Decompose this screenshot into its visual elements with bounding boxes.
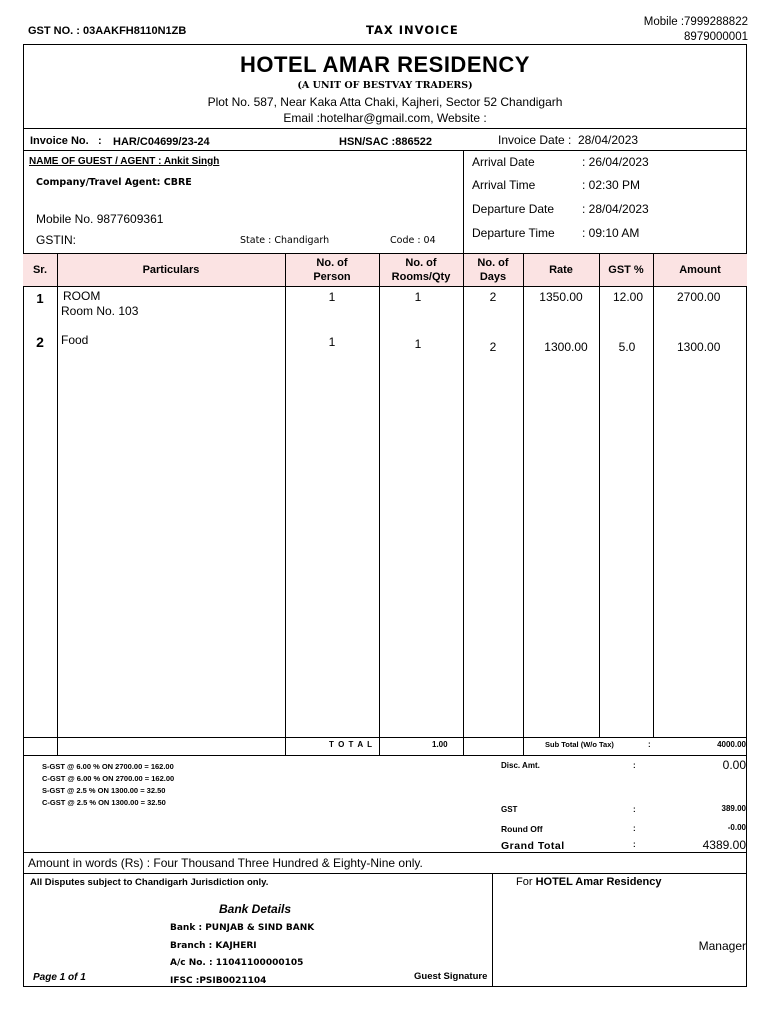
guest-state: State : Chandigarh (240, 235, 330, 246)
bank-account: A/c No. : 11041100000105 (170, 958, 304, 968)
header-rate: Rate (549, 263, 573, 276)
row1-sr: 1 (36, 291, 44, 306)
header-particulars: Particulars (142, 263, 200, 276)
subtotal-colon: : (648, 740, 651, 749)
tax-line: C-GST @ 2.5 % ON 1300.00 = 32.50 (42, 798, 166, 807)
row1-particular-sub: Room No. 103 (61, 304, 139, 318)
arrival-time-label: Arrival Time (472, 178, 536, 192)
round-off-label: Round Off (501, 824, 543, 834)
gst-value: 389.00 (721, 804, 746, 813)
header-rooms (379, 253, 463, 286)
header-rooms-line2: Rooms/Qty (391, 270, 451, 283)
header-persons-line2: Person (313, 270, 351, 283)
subtotal-value: 4000.00 (717, 740, 746, 749)
total-rooms: 1.00 (432, 740, 448, 749)
guest-gstin: GSTIN: (36, 233, 77, 247)
tax-breakdown (42, 761, 174, 809)
total-label: T O T A L (329, 740, 373, 749)
row2-gst: 5.0 (618, 340, 636, 354)
header-gst: GST % (608, 263, 644, 276)
amount-in-words: Amount in words (Rs) : Four Thousand Three Hundred & Eighty-Nine only. (28, 856, 423, 870)
discount-value: 0.00 (722, 758, 746, 772)
arrival-date-label: Arrival Date (472, 155, 535, 169)
invoice-number-label: Invoice No. (30, 135, 89, 147)
departure-date-label: Departure Date (472, 202, 555, 216)
guest-mobile: Mobile No. 9877609361 (36, 212, 164, 226)
gst-label: GST (501, 805, 518, 814)
hotel-address: Plot No. 587, Near Kaka Atta Chaki, Kajheri, Sector 52 Chandigarh (207, 95, 563, 109)
disputes-note: All Disputes subject to Chandigarh Jurisdiction only. (30, 877, 269, 888)
header-days (463, 253, 523, 286)
row2-persons: 1 (328, 335, 336, 349)
header-rooms-line1: No. of (405, 256, 437, 269)
gst-colon: : (633, 805, 636, 814)
grand-total-colon: : (633, 840, 636, 849)
row1-gst: 12.00 (612, 290, 644, 304)
hsn-sac-code: HSN/SAC :886522 (339, 136, 432, 148)
mobile-primary: Mobile :7999288822 (643, 16, 748, 28)
row2-sr: 2 (36, 334, 44, 350)
departure-time-label: Departure Time (472, 226, 555, 240)
hotel-email: Email :hotelhar@gmail.com, Website : (283, 111, 487, 125)
round-off-colon: : (633, 824, 636, 833)
document-type: TAX INVOICE (366, 23, 459, 37)
for-hotel (516, 876, 662, 888)
departure-date: : 28/04/2023 (582, 202, 649, 216)
row1-rooms: 1 (414, 290, 422, 304)
row2-amount: 1300.00 (677, 340, 721, 354)
invoice-date: 28/04/2023 (578, 133, 639, 147)
state-code: Code : 04 (390, 235, 436, 246)
row1-particular: ROOM (63, 289, 101, 303)
row1-rate: 1350.00 (539, 290, 583, 304)
tax-line: C-GST @ 6.00 % ON 2700.00 = 162.00 (42, 774, 175, 783)
tax-line: S-GST @ 6.00 % ON 2700.00 = 162.00 (42, 762, 174, 771)
invoice-number-colon: : (98, 135, 102, 147)
invoice-date-label: Invoice Date : (498, 133, 572, 147)
bank-branch: Branch : KAJHERI (170, 940, 257, 951)
row1-amount: 2700.00 (677, 290, 721, 304)
guest-name: NAME OF GUEST / AGENT : Ankit Singh (29, 156, 220, 167)
company-agent: Company/Travel Agent: CBRE (36, 177, 192, 188)
header-persons (285, 253, 379, 286)
grand-total-value: 4389.00 (702, 838, 746, 852)
arrival-date: : 26/04/2023 (582, 155, 649, 169)
header-days-line1: No. of (477, 256, 509, 269)
hotel-unit: (A UNIT OF BESTVAY TRADERS) (297, 80, 473, 91)
round-off-value: -0.00 (727, 823, 746, 832)
row2-days: 2 (489, 340, 497, 354)
bank-name: Bank : PUNJAB & SIND BANK (170, 923, 315, 933)
bank-details (170, 920, 314, 990)
row2-rate: 1300.00 (544, 340, 588, 354)
header-amount: Amount (679, 263, 721, 276)
row1-persons: 1 (328, 290, 336, 304)
departure-time: : 09:10 AM (582, 226, 640, 240)
bank-details-title: Bank Details (219, 902, 292, 916)
discount-colon: : (633, 761, 636, 770)
discount-label: Disc. Amt. (501, 761, 540, 770)
header-days-line2: Days (479, 270, 507, 283)
hotel-name: HOTEL AMAR RESIDENCY (240, 52, 530, 77)
bank-ifsc: IFSC :PSIB0021104 (170, 975, 267, 986)
mobile-secondary: 8979000001 (684, 31, 748, 43)
row2-particular: Food (61, 333, 89, 347)
for-prefix: For (516, 876, 536, 888)
subtotal-label: Sub Total (W/o Tax) (545, 740, 614, 749)
header-sr: Sr. (32, 263, 48, 276)
tax-line: S-GST @ 2.5 % ON 1300.00 = 32.50 (42, 786, 166, 795)
row2-rooms: 1 (414, 337, 422, 351)
page-number: Page 1 of 1 (33, 972, 86, 983)
guest-signature: Guest Signature (414, 971, 488, 982)
for-hotel-name: HOTEL Amar Residency (535, 876, 662, 888)
manager-signature: Manager (698, 939, 746, 953)
grand-total-label: Grand Total (501, 840, 565, 852)
header-persons-line1: No. of (316, 256, 348, 269)
row1-days: 2 (489, 290, 497, 304)
gst-number: GST NO. : 03AAKFH8110N1ZB (28, 25, 187, 37)
arrival-time: : 02:30 PM (582, 178, 641, 192)
invoice-number: HAR/C04699/23-24 (113, 136, 210, 148)
